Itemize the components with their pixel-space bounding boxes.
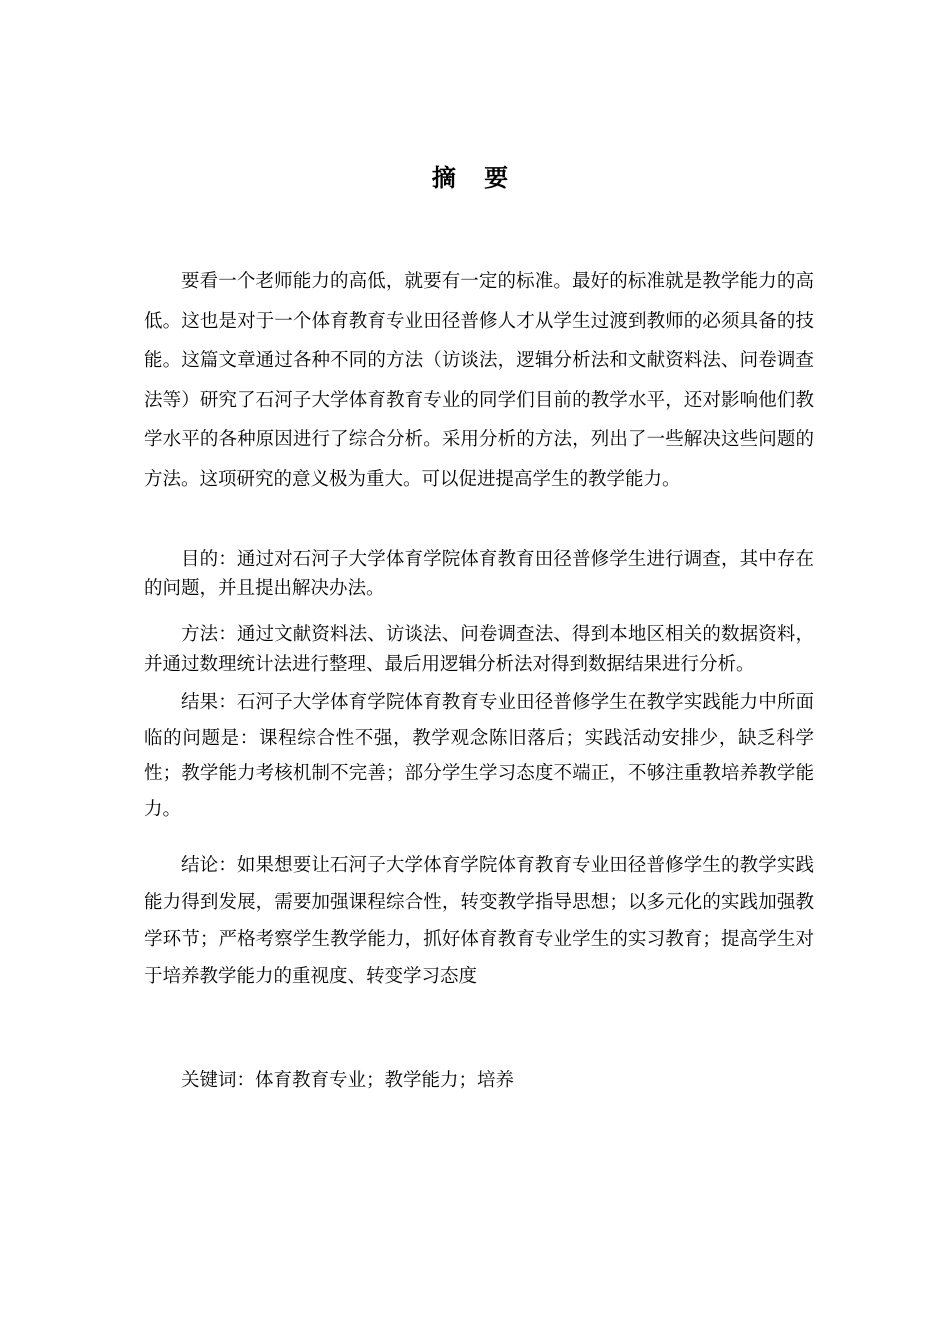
keywords-line: 关键词：体育教育专业；教学能力；培养	[181, 1070, 515, 1091]
aim-paragraph: 目的：通过对石河子大学体育学院体育教育田径普修学生进行调查，其中存在的问题，并且提出解决办法。	[144, 549, 814, 599]
result-paragraph: 结果：石河子大学体育学院体育教育专业田径普修学生在教学实践能力中所面临的问题是：课程综合性不强，教学观念陈旧落后；实践活动安排少，缺乏科学性；教学能力考核机制不完善；部分学生学习态度不端正，不够注重教培养教学能力。	[144, 692, 814, 820]
conclusion-paragraph: 结论：如果想要让石河子大学体育学院体育教育专业田径普修学生的教学实践能力得到发展，需要加强课程综合性，转变教学指导思想；以多元化的实践加强教学环节；严格考察学生教学能力，抓好体育教育专业学生的实习教育；提高学生对于培养教学能力的重视度、转变学习态度	[144, 855, 814, 987]
page-title: 摘 要	[431, 164, 519, 192]
abstract-paragraph: 要看一个老师能力的高低，就要有一定的标准。最好的标准就是教学能力的高低。这也是对于一个体育教育专业田径普修人才从学生过渡到教师的必须具备的技能。这篇文章通过各种不同的方法（访谈法，逻辑分析法和文献资料法、问卷调查法等）研究了石河子大学体育教育专业的同学们目前的教学水平，还对影响他们教学水平的各种原因进行了综合分析。采用分析的方法，列出了一些解决这些问题的方法。这项研究的意义极为重大。可以促进提高学生的教学能力。	[144, 271, 814, 490]
method-paragraph: 方法：通过文献资料法、访谈法、问卷调查法、得到本地区相关的数据资料，并通过数理统计法进行整理、最后用逻辑分析法对得到数据结果进行分析。	[144, 624, 814, 675]
